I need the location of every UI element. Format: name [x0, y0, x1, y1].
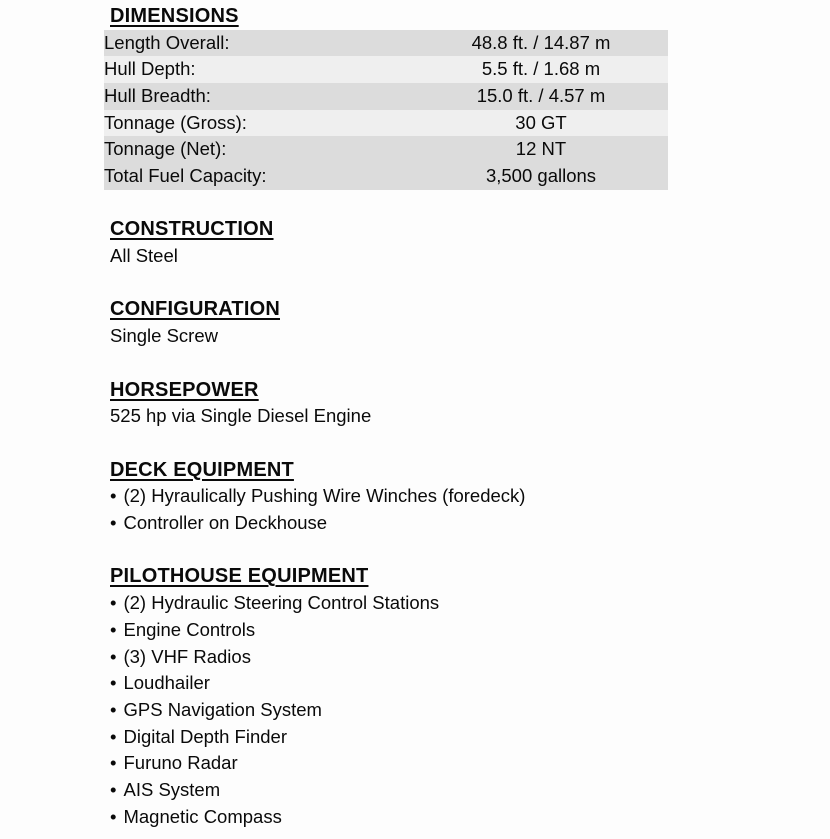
horsepower-heading: HORSEPOWER: [110, 378, 259, 401]
table-row: [104, 136, 668, 163]
deck-equipment-heading: DECK EQUIPMENT: [110, 458, 294, 481]
spec-value: 15.0 ft. / 4.57 m: [414, 83, 668, 110]
bullet-marker: •: [110, 698, 117, 720]
list-item: [104, 777, 726, 804]
bullet-marker: •: [110, 645, 117, 667]
spec-line: 525 hp via Single Diesel Engine: [110, 405, 372, 427]
table-row: [104, 163, 668, 190]
bullet-marker: •: [110, 805, 117, 827]
list-item-text: Loudhailer: [123, 672, 210, 694]
list-item: [104, 590, 726, 617]
spec-label: Tonnage (Net):: [104, 136, 414, 163]
section-construction: [104, 216, 726, 269]
spec-line: Single Screw: [110, 325, 218, 347]
list-item: [104, 697, 726, 724]
bullet-marker: •: [110, 752, 117, 774]
bullet-marker: •: [110, 779, 117, 801]
list-item-text: AIS System: [123, 779, 221, 801]
list-item-text: GPS Navigation System: [123, 698, 322, 720]
pilothouse-equipment-heading: PILOTHOUSE EQUIPMENT: [110, 565, 369, 588]
spec-label: Hull Breadth:: [104, 83, 414, 110]
list-item-text: (3) VHF Radios: [123, 645, 251, 667]
dimensions-heading: DIMENSIONS: [110, 5, 239, 27]
construction-heading: CONSTRUCTION: [110, 218, 274, 241]
list-item-text: Engine Controls: [123, 618, 256, 640]
list-item: [104, 724, 726, 751]
list-item-text: Magnetic Compass: [123, 805, 282, 827]
section-deck-equipment: [104, 457, 726, 537]
bullet-marker: •: [110, 618, 117, 640]
list-item: [104, 510, 726, 537]
bullet-marker: •: [110, 672, 117, 694]
spec-value: 5.5 ft. / 1.68 m: [414, 56, 668, 83]
bullet-marker: •: [110, 485, 117, 507]
spec-value: 48.8 ft. / 14.87 m: [414, 30, 668, 57]
dimensions-table: [104, 30, 668, 190]
list-item-text: Controller on Deckhouse: [123, 512, 328, 534]
section-horsepower: [104, 377, 726, 430]
list-item-text: Furuno Radar: [123, 752, 238, 774]
list-item-text: (2) Hyraulically Pushing Wire Winches (foredeck): [123, 485, 526, 507]
spec-label: Length Overall:: [104, 30, 414, 57]
table-row: [104, 110, 668, 137]
bullet-marker: •: [110, 592, 117, 614]
table-row: [104, 56, 668, 83]
spec-value: 12 NT: [414, 136, 668, 163]
list-item: [104, 750, 726, 777]
spec-label: Tonnage (Gross):: [104, 110, 414, 137]
list-item-text: (2) Hydraulic Steering Control Stations: [123, 592, 440, 614]
list-item: [104, 644, 726, 671]
spec-label: Total Fuel Capacity:: [104, 163, 414, 190]
list-item: [104, 617, 726, 644]
list-item-text: Digital Depth Finder: [123, 725, 287, 747]
configuration-heading: CONFIGURATION: [110, 298, 280, 321]
section-pilothouse-equipment: [104, 563, 726, 830]
spec-value: 30 GT: [414, 110, 668, 137]
list-item: [104, 804, 726, 831]
list-item: [104, 483, 726, 510]
list-item: [104, 670, 726, 697]
spec-label: Hull Depth:: [104, 56, 414, 83]
table-row: [104, 30, 668, 57]
bullet-marker: •: [110, 512, 117, 534]
spec-line: All Steel: [110, 245, 178, 267]
section-configuration: [104, 296, 726, 349]
spec-value: 3,500 gallons: [414, 163, 668, 190]
table-row: [104, 83, 668, 110]
bullet-marker: •: [110, 725, 117, 747]
